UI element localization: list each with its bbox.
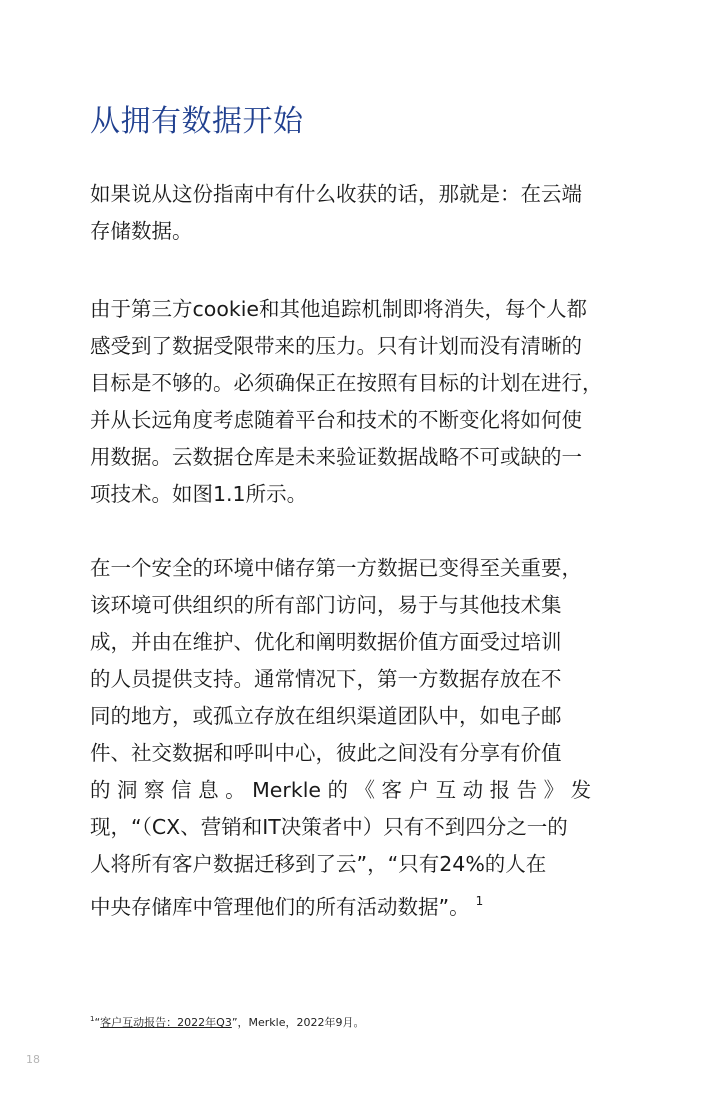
footnote-reference[interactable]: 1 — [475, 894, 484, 908]
footnote-citation: ”，Merkle，2022年9月。 — [231, 1016, 365, 1029]
text-line: 感受到了数据受限带来的压力。只有计划而没有清晰的 — [90, 334, 582, 358]
text-line: 人将所有客户数据迁移到了云”，“只有24%的人在 — [90, 852, 547, 876]
text-line: 如果说从这份指南中有什么收获的话，那就是：在云端 — [90, 182, 582, 206]
text-line: 同的地方，或孤立存放在组织渠道团队中，如电子邮 — [90, 704, 562, 728]
text-line: 由于第三方cookie和其他追踪机制即将消失，每个人都 — [90, 297, 588, 321]
text-line-content: 中央存储库中管理他们的所有活动数据”。 — [90, 895, 470, 919]
text-line: 存储数据。 — [90, 219, 193, 243]
text-line: 成，并由在维护、优化和阐明数据价值方面受过培训 — [90, 630, 562, 654]
paragraph-intro — [90, 176, 582, 250]
paragraph-first-party-data — [90, 550, 591, 920]
page-heading: 从拥有数据开始 — [90, 104, 304, 139]
text-line: 在一个安全的环境中储存第一方数据已变得至关重要， — [90, 556, 582, 580]
text-line-last — [90, 883, 591, 920]
text-line: 件、社交数据和呼叫中心，彼此之间没有分享有价值 — [90, 741, 562, 765]
footnote — [90, 1014, 365, 1030]
text-line: 的 洞 察 信 息 。 Merkle 的 《 客 户 互 动 报 告 》 发 — [90, 778, 592, 802]
footnote-link[interactable]: 客户互动报告：2022年Q3 — [100, 1016, 232, 1029]
text-line: 的人员提供支持。通常情况下，第一方数据存放在不 — [90, 667, 562, 691]
text-line: 现，“（CX、营销和IT决策者中）只有不到四分之一的 — [90, 815, 568, 839]
text-line: 并从长远角度考虑随着平台和技术的不断变化将如何使 — [90, 408, 582, 432]
text-line: 项技术。如图1.1所示。 — [90, 482, 308, 506]
footnote-number: 1 — [90, 1015, 95, 1023]
text-line: 用数据。云数据仓库是未来验证数据战略不可或缺的一 — [90, 445, 582, 469]
page-number: 18 — [26, 1053, 40, 1066]
footnote-quote-open: “ — [94, 1016, 101, 1029]
text-line: 该环境可供组织的所有部门访问，易于与其他技术集 — [90, 593, 562, 617]
text-line: 目标是不够的。必须确保正在按照有目标的计划在进行， — [90, 371, 603, 395]
paragraph-cookie — [90, 291, 603, 513]
